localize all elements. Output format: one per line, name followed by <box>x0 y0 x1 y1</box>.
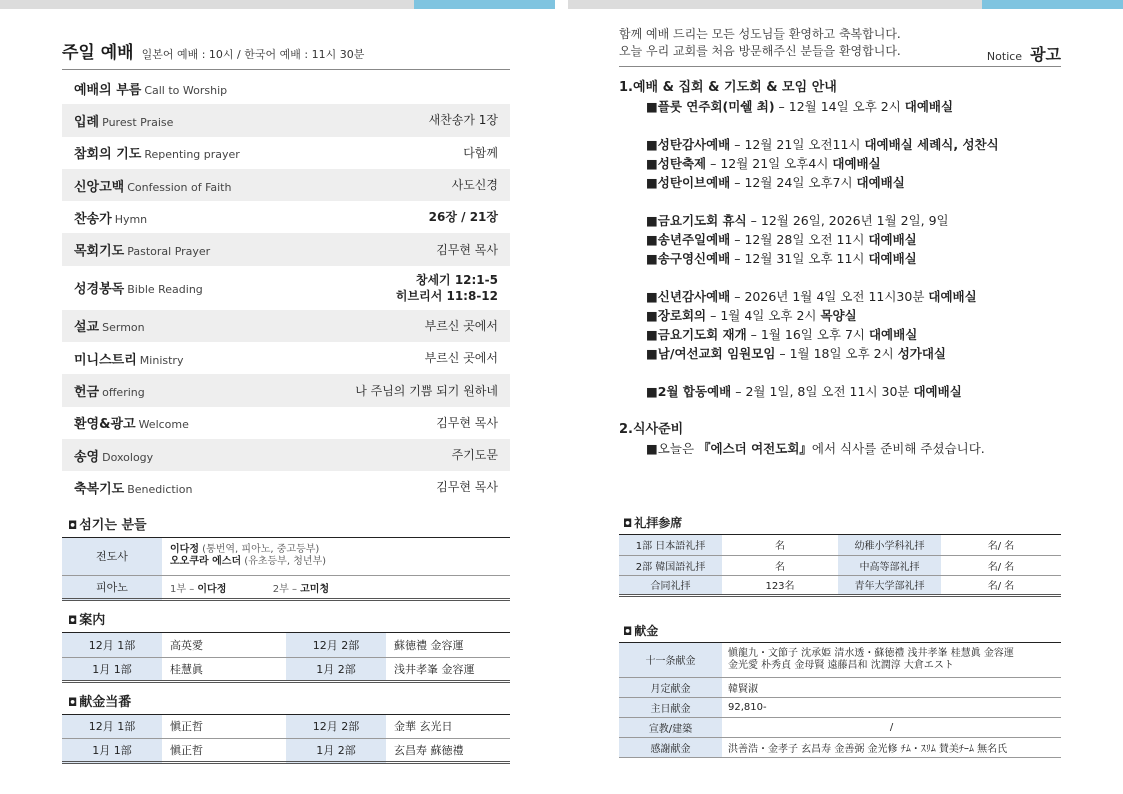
preacher-label: 전도사 <box>62 538 162 576</box>
order-item-value: 김무현 목사 <box>436 480 498 495</box>
row-value: 蘇徳禮 金容運 <box>386 633 510 657</box>
piano-names <box>162 576 510 600</box>
offering-title-text: 献金 <box>634 624 659 638</box>
offering-value: / <box>889 721 894 733</box>
order-item-value: 다함께 <box>463 145 498 160</box>
order-row <box>62 310 510 342</box>
order-item-value-box <box>425 318 498 334</box>
notice-time: – 12월 31일 오후 11시 <box>730 251 869 266</box>
order-item-ko: 축복기도 <box>74 481 125 497</box>
order-row <box>62 342 510 374</box>
row-label: 12月 1部 <box>62 715 162 739</box>
order-item-ko: 미니스트리 <box>74 352 137 368</box>
table-row <box>619 737 1061 757</box>
row-label: 2部 韓国語礼拝 <box>619 555 722 575</box>
top-bar-accent <box>414 0 555 9</box>
row-value: 名/ 名 <box>941 555 1061 575</box>
section1-title: 1.예배 & 집회 & 기도회 & 모임 안내 <box>619 80 837 95</box>
row-value: 名 <box>722 555 838 575</box>
row-value: 愼正哲 <box>162 739 286 763</box>
notice-event: ■금요기도회 휴식 <box>646 213 747 228</box>
table-row <box>619 643 1061 677</box>
order-item-value-box <box>452 447 498 463</box>
row-value: 名/ 名 <box>941 535 1061 555</box>
order-item-name <box>74 79 227 98</box>
order-item-name <box>74 349 183 368</box>
order-item-value-box <box>355 383 498 399</box>
order-item-value-box <box>429 112 498 128</box>
notice-item <box>619 344 1061 363</box>
notice-ko: 광고 <box>1030 45 1061 64</box>
order-item-value-box <box>452 177 498 193</box>
top-bar-right <box>568 0 1123 9</box>
notice-item <box>619 97 1061 116</box>
order-item-en: Repenting prayer <box>144 148 240 162</box>
row-value: 愼正哲 <box>162 715 286 739</box>
notice-time: – 1월 18일 오후 2시 <box>775 346 898 361</box>
row-label: 12月 2部 <box>286 633 386 657</box>
notice-event: ■금요기도회 재개 <box>646 327 747 342</box>
section1-items <box>619 97 1061 401</box>
order-item-value: 26장 / 21장 <box>428 210 498 225</box>
row-value: 高英愛 <box>162 633 286 657</box>
offering-value: 洪善浩・金孝子 玄昌寿 金善弼 金光修 ﾁﾑ・ｽﾘﾑ 賛美ﾁｰﾑ 無名氏 <box>728 743 1008 755</box>
order-item-value-box <box>463 145 498 161</box>
row-label: 感謝献金 <box>619 737 722 757</box>
order-row <box>62 439 510 471</box>
order-item-en: Doxology <box>102 450 154 464</box>
order-item-ko: 헌금 <box>74 385 100 401</box>
order-row <box>62 169 510 201</box>
offering-table <box>619 643 1061 758</box>
square-icon: ◘ <box>623 625 633 638</box>
row-value <box>722 643 1061 677</box>
order-item-en: Call to Worship <box>144 83 228 97</box>
notice-item <box>619 382 1061 401</box>
table-row <box>62 715 510 739</box>
order-item-ko: 신앙고백 <box>74 179 125 195</box>
order-item-name <box>74 208 147 227</box>
notice-place: 대예배실 <box>928 289 977 304</box>
meal-pre: ■오늘은 <box>646 441 699 456</box>
guide-table <box>62 633 510 683</box>
row-label: 1月 1部 <box>62 657 162 681</box>
notice-time: – 1월 16일 오후 7시 <box>746 327 869 342</box>
row-label: 1月 2部 <box>286 657 386 681</box>
order-row <box>62 137 510 169</box>
notice-time: – 12월 26일, 2026년 1월 2일, 9일 <box>746 213 949 228</box>
order-item-value: 김무현 목사 <box>436 242 498 257</box>
order-item-en: offering <box>102 386 145 400</box>
order-item-value-box <box>436 479 498 495</box>
order-item-en: Ministry <box>139 353 184 367</box>
offering-title <box>619 618 1061 643</box>
order-item-name <box>74 176 231 195</box>
worship-header <box>62 38 510 70</box>
order-row <box>62 471 510 503</box>
attendance-title <box>619 510 1061 535</box>
notice-time: – 2026년 1월 4일 오전 11시30분 <box>730 289 929 304</box>
notice-place: 대예배실 <box>856 175 905 190</box>
order-row <box>62 72 510 104</box>
preacher-2-role: (유초등부, 청년부) <box>244 556 327 568</box>
servers-table <box>62 538 510 602</box>
notice-event: ■장로회의 <box>646 308 707 323</box>
order-item-ko: 목회기도 <box>74 244 125 260</box>
notice-event: ■2월 합동예배 <box>646 384 732 399</box>
order-item-ko: 송영 <box>74 449 100 465</box>
notice-place: 대예배실 <box>904 99 954 114</box>
row-value: 金華 玄光日 <box>386 715 510 739</box>
row-value: 名 <box>722 535 838 555</box>
notice-event: ■송년주일예배 <box>646 232 731 247</box>
notice-time: – 12월 21일 오후4시 <box>706 156 833 171</box>
notice-place: 대예배실 세례식, 성찬식 <box>864 137 999 152</box>
order-item-name <box>74 316 145 335</box>
meal-post: 에서 식사를 준비해 주셨습니다. <box>811 441 985 456</box>
order-item-en: Purest Praise <box>102 115 174 129</box>
row-value: 桂慧眞 <box>162 657 286 681</box>
notice-time: – 2월 1일, 8일 오전 11시 30분 <box>731 384 914 399</box>
order-item-ko: 참회의 기도 <box>74 147 142 163</box>
header-divider <box>619 66 1061 67</box>
servers-title <box>62 508 510 538</box>
piano-1-name: 이다정 <box>197 583 227 595</box>
row-label: 12月 1部 <box>62 633 162 657</box>
servers-title-text: 섬기는 분들 <box>79 517 147 533</box>
order-row <box>62 407 510 439</box>
order-item-value: 김무현 목사 <box>436 415 498 430</box>
offering-duty-title-text: 献金当番 <box>79 694 132 710</box>
table-row <box>619 677 1061 697</box>
table-row <box>62 576 510 600</box>
order-row <box>62 233 510 265</box>
table-row <box>619 575 1061 595</box>
order-item-name <box>74 111 173 130</box>
attendance-title-text: 礼拝参席 <box>634 516 683 530</box>
row-label: 1月 1部 <box>62 739 162 763</box>
notice-item <box>619 211 1061 230</box>
offering-value: 92,810- <box>728 701 767 713</box>
meal-group: 『에스더 여전도회』 <box>698 441 812 456</box>
order-row <box>62 374 510 406</box>
order-row <box>62 266 510 310</box>
piano-1-prefix: 1부 – <box>170 583 198 595</box>
notice-place: 대예배실 <box>913 384 962 399</box>
notice-event: ■신년감사예배 <box>646 289 731 304</box>
row-label: 合同礼拝 <box>619 575 722 595</box>
notice-item <box>619 249 1061 268</box>
row-value: 玄昌寿 蘇徳禮 <box>386 739 510 763</box>
order-item-value-2: 히브리서 11:8-12 <box>395 288 498 303</box>
offering-value: 韓賢淑 <box>728 683 758 695</box>
preacher-1-name: 이다정 <box>170 544 199 556</box>
top-bar-left <box>0 0 555 9</box>
row-value <box>722 717 1061 737</box>
row-label: 中高等部礼拝 <box>838 555 941 575</box>
order-item-value: 새찬송가 1장 <box>428 113 498 128</box>
order-item-value-box <box>436 242 498 258</box>
notice-item <box>619 325 1061 344</box>
order-item-ko: 설교 <box>74 320 100 336</box>
notice-time: – 12월 24일 오후7시 <box>730 175 857 190</box>
order-item-value: 사도신경 <box>451 178 498 193</box>
meal-notice <box>619 439 1061 458</box>
piano-2-name: 고미청 <box>300 583 330 595</box>
notice-place: 대예배실 <box>832 156 881 171</box>
table-row <box>619 717 1061 737</box>
order-item-ko: 환영&광고 <box>74 417 136 433</box>
order-item-en: Bible Reading <box>127 283 203 297</box>
order-item-en: Hymn <box>114 212 148 226</box>
row-label: 宣教/建築 <box>619 717 722 737</box>
guide-title-text: 案内 <box>79 613 106 629</box>
notice-item <box>619 173 1061 192</box>
square-icon: ◘ <box>68 518 78 532</box>
guide-title <box>62 603 510 633</box>
table-row <box>62 633 510 657</box>
table-row <box>62 538 510 576</box>
order-item-en: Welcome <box>138 418 189 432</box>
order-item-name <box>74 240 210 259</box>
preacher-1-role: (통번역, 피아노, 중고등부) <box>202 544 320 556</box>
table-row <box>619 555 1061 575</box>
order-row <box>62 104 510 136</box>
row-label: 1部 日本語礼拝 <box>619 535 722 555</box>
order-item-name <box>74 446 153 465</box>
notice-item <box>619 306 1061 325</box>
notice-item <box>619 230 1061 249</box>
order-item-name <box>74 278 203 297</box>
preacher-names <box>162 538 510 576</box>
section2-title: 2.식사준비 <box>619 422 684 437</box>
offering-duty-table <box>62 715 510 765</box>
row-value: 浅井孝峯 金容運 <box>386 657 510 681</box>
worship-order-page <box>62 38 510 764</box>
notice-page <box>619 26 1061 755</box>
row-label: 幼稚小学科礼拝 <box>838 535 941 555</box>
attendance-table <box>619 535 1061 597</box>
notice-time: – 1월 4일 오후 2시 <box>706 308 821 323</box>
order-item-en: Sermon <box>102 321 145 335</box>
order-item-en: Confession of Faith <box>127 180 232 194</box>
piano-2-prefix: 2부 – <box>272 583 301 595</box>
notice-item <box>619 135 1061 154</box>
notice-event: ■성탄축제 <box>646 156 707 171</box>
order-item-name <box>74 143 240 162</box>
notice-event: ■성탄감사예배 <box>646 137 731 152</box>
notice-place: 목양실 <box>820 308 857 323</box>
order-item-ko: 성경봉독 <box>74 282 125 298</box>
notice-item <box>619 154 1061 173</box>
notice-event: ■성탄이브예배 <box>646 175 731 190</box>
order-item-en: Benediction <box>127 482 193 496</box>
order-item-name <box>74 478 192 497</box>
top-bar-accent <box>982 0 1123 9</box>
square-icon: ◘ <box>68 614 78 628</box>
table-row <box>619 535 1061 555</box>
row-value: 名/ 名 <box>941 575 1061 595</box>
square-icon: ◘ <box>623 517 633 530</box>
row-value <box>722 677 1061 697</box>
notice-list <box>619 78 1061 458</box>
table-row <box>62 739 510 763</box>
table-row <box>62 657 510 681</box>
worship-order-list <box>62 72 510 504</box>
piano-label: 피아노 <box>62 576 162 600</box>
notice-place: 대예배실 <box>868 232 917 247</box>
order-item-value: 부르신 곳에서 <box>424 351 498 366</box>
row-label: 主日献金 <box>619 697 722 717</box>
order-item-value: 창세기 12:1-5 <box>415 272 498 287</box>
offering-value-2: 金光愛 朴秀貞 金母賢 遠藤昌和 沈潤淳 大倉エスト <box>728 659 954 671</box>
notice-time: – 12월 21일 오전11시 <box>730 137 865 152</box>
order-item-en: Pastoral Prayer <box>127 245 211 259</box>
order-item-ko: 예배의 부름 <box>74 82 142 98</box>
order-item-value-box <box>396 272 498 304</box>
row-label: 月定献金 <box>619 677 722 697</box>
attendance-section <box>619 510 1061 597</box>
offering-value: 愼龍九・文節子 沈承姫 清水透・蘇徳禮 浅井孝峯 桂慧眞 金容運 <box>728 647 1014 659</box>
greeting-line-2: 오늘 우리 교회를 처음 방문해주신 분들을 환영합니다. <box>619 44 901 58</box>
order-item-name <box>74 413 189 432</box>
row-label: 十一条献金 <box>619 643 722 677</box>
order-item-value-box <box>425 350 498 366</box>
row-value <box>722 697 1061 717</box>
square-icon: ◘ <box>68 695 78 709</box>
order-item-value: 나 주님의 기쁨 되기 원하네 <box>355 383 498 398</box>
page-title: 주일 예배 <box>62 43 134 63</box>
order-item-ko: 입례 <box>74 114 100 130</box>
order-item-ko: 찬송가 <box>74 211 112 227</box>
notice-place: 대예배실 <box>868 251 917 266</box>
notice-time: – 12월 28일 오전 11시 <box>730 232 869 247</box>
order-item-value: 부르신 곳에서 <box>424 318 498 333</box>
notice-time: – 12월 14일 오후 2시 <box>774 99 905 114</box>
row-value: 123名 <box>722 575 838 595</box>
greeting-line-1: 함께 예배 드리는 모든 성도님들 환영하고 축복합니다. <box>619 27 901 41</box>
order-item-value-box <box>436 415 498 431</box>
offering-section <box>619 618 1061 758</box>
notice-header <box>987 42 1061 65</box>
row-label: 1月 2部 <box>286 739 386 763</box>
table-row <box>619 697 1061 717</box>
row-value <box>722 737 1061 757</box>
notice-event: ■송구영신예배 <box>646 251 731 266</box>
notice-place: 대예배실 <box>868 327 918 342</box>
order-item-value: 주기도문 <box>451 448 498 463</box>
order-item-name <box>74 381 145 400</box>
notice-place: 성가대실 <box>897 346 946 361</box>
page-subtitle: 일본어 예배 : 10시 / 한국어 예배 : 11시 30분 <box>141 48 365 61</box>
order-item-value-box <box>429 209 498 225</box>
row-label: 青年大学部礼拝 <box>838 575 941 595</box>
row-label: 12月 2部 <box>286 715 386 739</box>
notice-event: ■남/여선교회 임원모임 <box>646 346 776 361</box>
notice-en: Notice <box>986 50 1023 63</box>
preacher-2-name: 오오쿠라 에스더 <box>170 556 242 568</box>
notice-item <box>619 287 1061 306</box>
notice-event: ■플룻 연주회(미쉘 최) <box>646 99 775 114</box>
offering-duty-title <box>62 685 510 715</box>
order-row <box>62 201 510 233</box>
